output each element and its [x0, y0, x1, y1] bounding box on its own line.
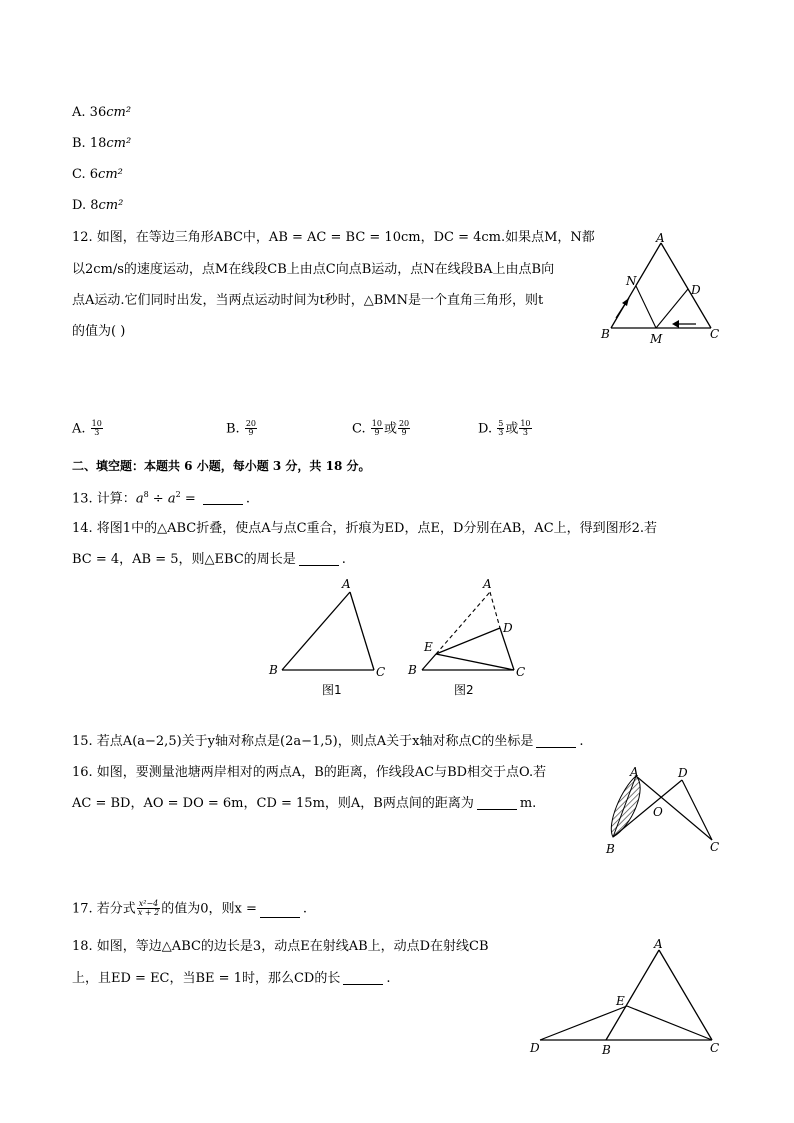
fraction — [519, 420, 531, 438]
or-word: 或 — [505, 421, 519, 437]
q16-line-1: 16. 如图，要测量池塘两岸相对的两点A，B的距离，作线段AC与BD相交于点O.若 — [72, 765, 547, 780]
option-unit: cm² — [106, 105, 132, 120]
option-letter: D. — [72, 198, 87, 213]
answer-blank[interactable] — [299, 564, 339, 566]
fig2-label-b: B — [408, 663, 417, 677]
q17-prefix: 17. 若分式 — [72, 901, 136, 917]
q12-option-d — [478, 420, 533, 438]
option-letter: C. — [72, 167, 86, 182]
q13-eq: = — [180, 491, 200, 507]
section-heading: 二、填空题：本题共 6 小题，每小题 3 分，共 18 分。 — [72, 459, 371, 473]
fig2-label-a: A — [483, 577, 492, 591]
fig2-label-d: D — [503, 621, 513, 635]
numerator: 10 — [520, 419, 531, 428]
q13-base-1: a — [135, 491, 144, 507]
q12-option-c — [352, 420, 411, 438]
q16-figure — [600, 764, 724, 860]
answer-blank[interactable] — [203, 503, 243, 505]
label-o: O — [653, 805, 663, 819]
numerator: 20 — [398, 419, 410, 428]
q12-line-1: 12. 如图，在等边三角形ABC中，AB = AC = BC = 10cm，DC = 4cm.如果点M，N都 — [72, 230, 595, 245]
fig1-label-c: C — [376, 665, 386, 679]
q11-option-c — [72, 168, 123, 181]
q13-exp-1: 8 — [143, 490, 149, 499]
q12-line-2: 以2cm/s的速度运动，点M在线段CB上由点C向点B运动，点N在线段BA上由点B向 — [72, 262, 555, 277]
q11-option-d — [72, 199, 123, 212]
label-b: B — [601, 327, 610, 341]
label-c: C — [710, 1041, 720, 1055]
q16-line-2-text: AC = BD，AO = DO = 6m，CD = 15m，则A，B两点间的距离为 — [72, 796, 474, 811]
fig2-caption: 图2 — [454, 683, 474, 697]
label-a: A — [656, 231, 665, 245]
option-unit: cm² — [106, 136, 132, 151]
option-letter: D. — [478, 421, 493, 437]
denominator: 3 — [498, 428, 504, 438]
q16-line-2-end: m. — [519, 796, 537, 811]
answer-blank[interactable] — [536, 746, 576, 748]
fig2-label-c: C — [516, 665, 526, 679]
fraction — [245, 420, 257, 438]
q11-option-a — [72, 106, 131, 119]
denominator: x + 2 — [137, 908, 160, 918]
denominator: 9 — [248, 428, 254, 438]
label-e: E — [616, 994, 625, 1008]
q15-text: 15. 若点A(a−2,5)关于y轴对称点是(2a−1,5)，则点A关于x轴对称点C的坐标是 — [72, 734, 534, 749]
q11-option-b — [72, 137, 131, 150]
option-unit: cm² — [98, 167, 123, 182]
option-value: 18 — [89, 136, 107, 151]
option-value: 8 — [90, 198, 99, 213]
denominator: 9 — [374, 428, 380, 438]
numerator: x²−4 — [138, 899, 159, 908]
q16-line-2 — [72, 797, 536, 810]
option-letter: A. — [72, 421, 86, 437]
fig1-label-b: B — [269, 663, 278, 677]
answer-blank[interactable] — [260, 916, 300, 918]
fraction — [398, 420, 410, 438]
q17-fraction — [137, 900, 160, 918]
answer-blank[interactable] — [343, 983, 383, 985]
pond-shape — [611, 776, 640, 837]
q13-exp-2: 2 — [175, 490, 181, 499]
fraction — [371, 420, 383, 438]
q18-line-2-end: . — [386, 971, 391, 986]
label-m: M — [650, 332, 663, 346]
q18-line-2-text: 上，且ED = EC，当BE = 1时，那么CD的长 — [72, 971, 341, 986]
numerator: 5 — [498, 419, 504, 428]
q15-end: . — [579, 734, 584, 749]
option-letter: B. — [226, 421, 240, 437]
q12-line-3: 点A运动.它们同时出发，当两点运动时间为t秒时，△BMN是一个直角三角形，则t — [72, 293, 544, 308]
option-letter: A. — [72, 105, 86, 120]
q13-prefix: 13. 计算： — [72, 491, 136, 507]
q14-figure-1 — [268, 577, 385, 697]
or-word: 或 — [383, 421, 397, 437]
q12-triangle-figure — [596, 228, 726, 346]
numerator: 10 — [91, 419, 102, 428]
q15-line — [72, 735, 584, 748]
answer-blank[interactable] — [477, 808, 517, 810]
label-a: A — [654, 937, 663, 951]
q12-line-4: 的值为( ) — [72, 324, 126, 339]
q14-line-1: 14. 将图1中的△ABC折叠，使点A与点C重合，折痕为ED，点E，D分别在AB，AC上，得到图形2.若 — [72, 521, 658, 536]
label-n: N — [626, 274, 637, 288]
label-b: B — [606, 842, 615, 856]
fraction — [497, 420, 504, 438]
label-a: A — [630, 765, 639, 779]
q14-figures — [262, 574, 542, 704]
numerator: 20 — [245, 419, 257, 428]
q12-option-b — [226, 420, 258, 438]
q14-line-2-end: . — [341, 552, 346, 567]
label-c: C — [710, 840, 720, 854]
label-d: D — [691, 283, 701, 297]
q18-line-1: 18. 如图，等边△ABC的边长是3，动点E在射线AB上，动点D在射线CB — [72, 939, 489, 954]
option-value: 6 — [89, 167, 99, 182]
q17-mid: 的值为0，则x = — [161, 901, 257, 917]
denominator: 3 — [522, 428, 528, 438]
q13-op: ÷ — [148, 491, 168, 507]
q12-option-a — [72, 420, 104, 438]
q18-figure — [526, 936, 726, 1060]
label-c: C — [710, 327, 720, 341]
q14-figure-2 — [407, 577, 525, 697]
q14-line-2 — [72, 553, 346, 566]
q13-base-2: a — [167, 491, 176, 507]
option-letter: B. — [72, 136, 86, 151]
denominator: 3 — [94, 428, 100, 438]
label-b: B — [602, 1043, 611, 1057]
fig1-label-a: A — [342, 577, 351, 591]
label-d: D — [678, 766, 688, 780]
option-unit: cm² — [98, 198, 124, 213]
q17-end: . — [302, 901, 307, 917]
option-letter: C. — [352, 421, 366, 437]
q13-end: . — [245, 491, 251, 507]
q14-line-2-text: BC = 4，AB = 5，则△EBC的周长是 — [72, 552, 296, 567]
label-d: D — [530, 1041, 540, 1055]
q17-line — [72, 900, 307, 918]
q13-line — [72, 491, 250, 505]
denominator: 9 — [401, 428, 407, 438]
numerator: 10 — [371, 419, 382, 428]
fig1-caption: 图1 — [322, 683, 342, 697]
option-value: 36 — [89, 105, 107, 120]
fraction — [91, 420, 103, 438]
fig2-label-e: E — [424, 640, 433, 654]
q18-line-2 — [72, 972, 391, 985]
